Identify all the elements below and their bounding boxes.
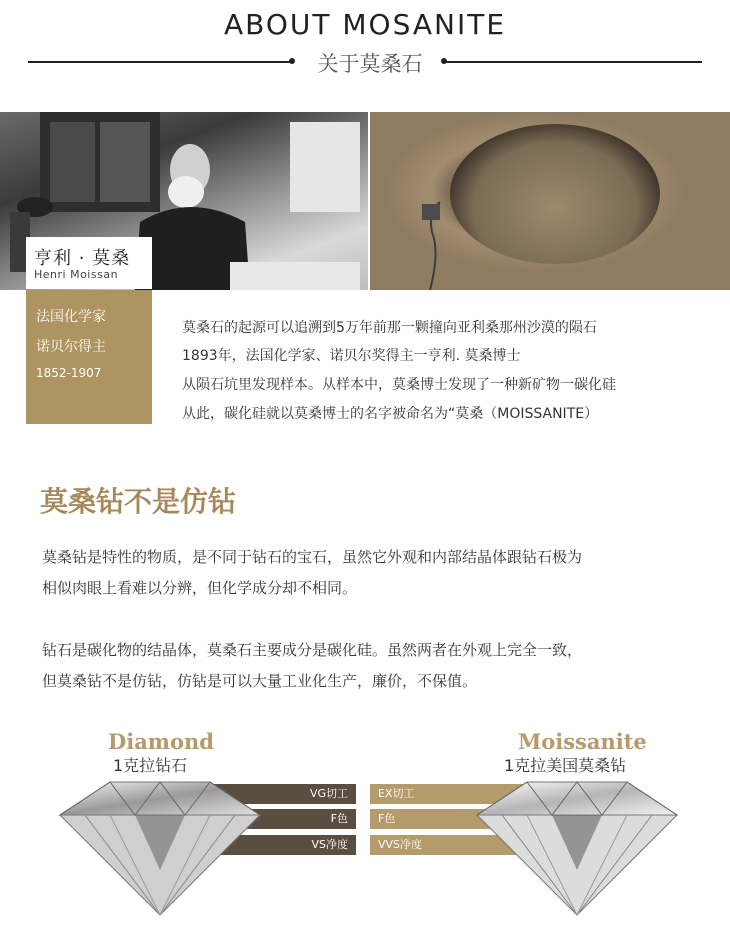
profile-role: 法国化学家 [36, 309, 106, 325]
section-heading: 莫桑钻不是仿钻 [40, 485, 237, 518]
moissanite-spec-clarity: VVS净度 [370, 835, 532, 855]
meteor-crater-photo [370, 112, 730, 290]
intro-line: 从陨石坑里发现样本。从样本中，莫桑博士发现了一种新矿物一碳化硅 [182, 377, 616, 393]
intro-line: 1893年，法国化学家、诺贝尔奖得主一亨利. 莫桑博士 [182, 348, 521, 364]
moissanite-gem-icon [462, 770, 692, 920]
diamond-spec-cut: VG切工 [196, 784, 356, 804]
diamond-label: Diamond [108, 729, 214, 754]
profile-award: 诺贝尔得主 [36, 339, 106, 355]
moissanite-label: Moissanite [518, 729, 647, 754]
intro-line: 从此，碳化硅就以莫桑博士的名字被命名为“莫桑（MOISSANITE） [182, 406, 599, 422]
intro-line: 莫桑石的起源可以追溯到5万年前那一颗撞向亚利桑那州沙漠的陨石 [182, 320, 597, 336]
name-chinese: 亨利 · 莫桑 [34, 248, 131, 269]
body-text: 但莫桑钻不是仿钻，仿钻是可以大量工业化生产，廉价，不保值。 [42, 672, 478, 690]
name-english: Henri Moissan [34, 268, 119, 281]
diamond-gem-icon [40, 770, 280, 920]
header-divider-right [446, 61, 702, 63]
body-text: 莫桑钻是特性的物质，是不同于钻石的宝石，虽然它外观和内部结晶体跟钻石极为 [42, 548, 583, 566]
diamond-sublabel: 1克拉钻石 [113, 756, 188, 775]
header-divider-left [28, 61, 290, 63]
moissanite-sublabel: 1克拉美国莫桑钻 [504, 756, 627, 775]
diamond-spec-clarity: VS净度 [196, 835, 356, 855]
diamond-spec-color: F色 [196, 809, 356, 829]
body-text: 相似肉眼上看难以分辨，但化学成分却不相同。 [42, 579, 358, 597]
page-title: ABOUT MOSANITE [223, 8, 507, 41]
moissanite-spec-cut: EX切工 [370, 784, 532, 804]
crater-road [370, 112, 730, 290]
body-text: 钻石是碳化物的结晶体，莫桑石主要成分是碳化硅。虽然两者在外观上完全一致， [42, 641, 583, 659]
profile-years: 1852-1907 [36, 366, 102, 380]
header-dot-left [289, 58, 295, 64]
moissanite-spec-color: F色 [370, 809, 532, 829]
page-subtitle: 关于莫桑石 [317, 52, 423, 76]
